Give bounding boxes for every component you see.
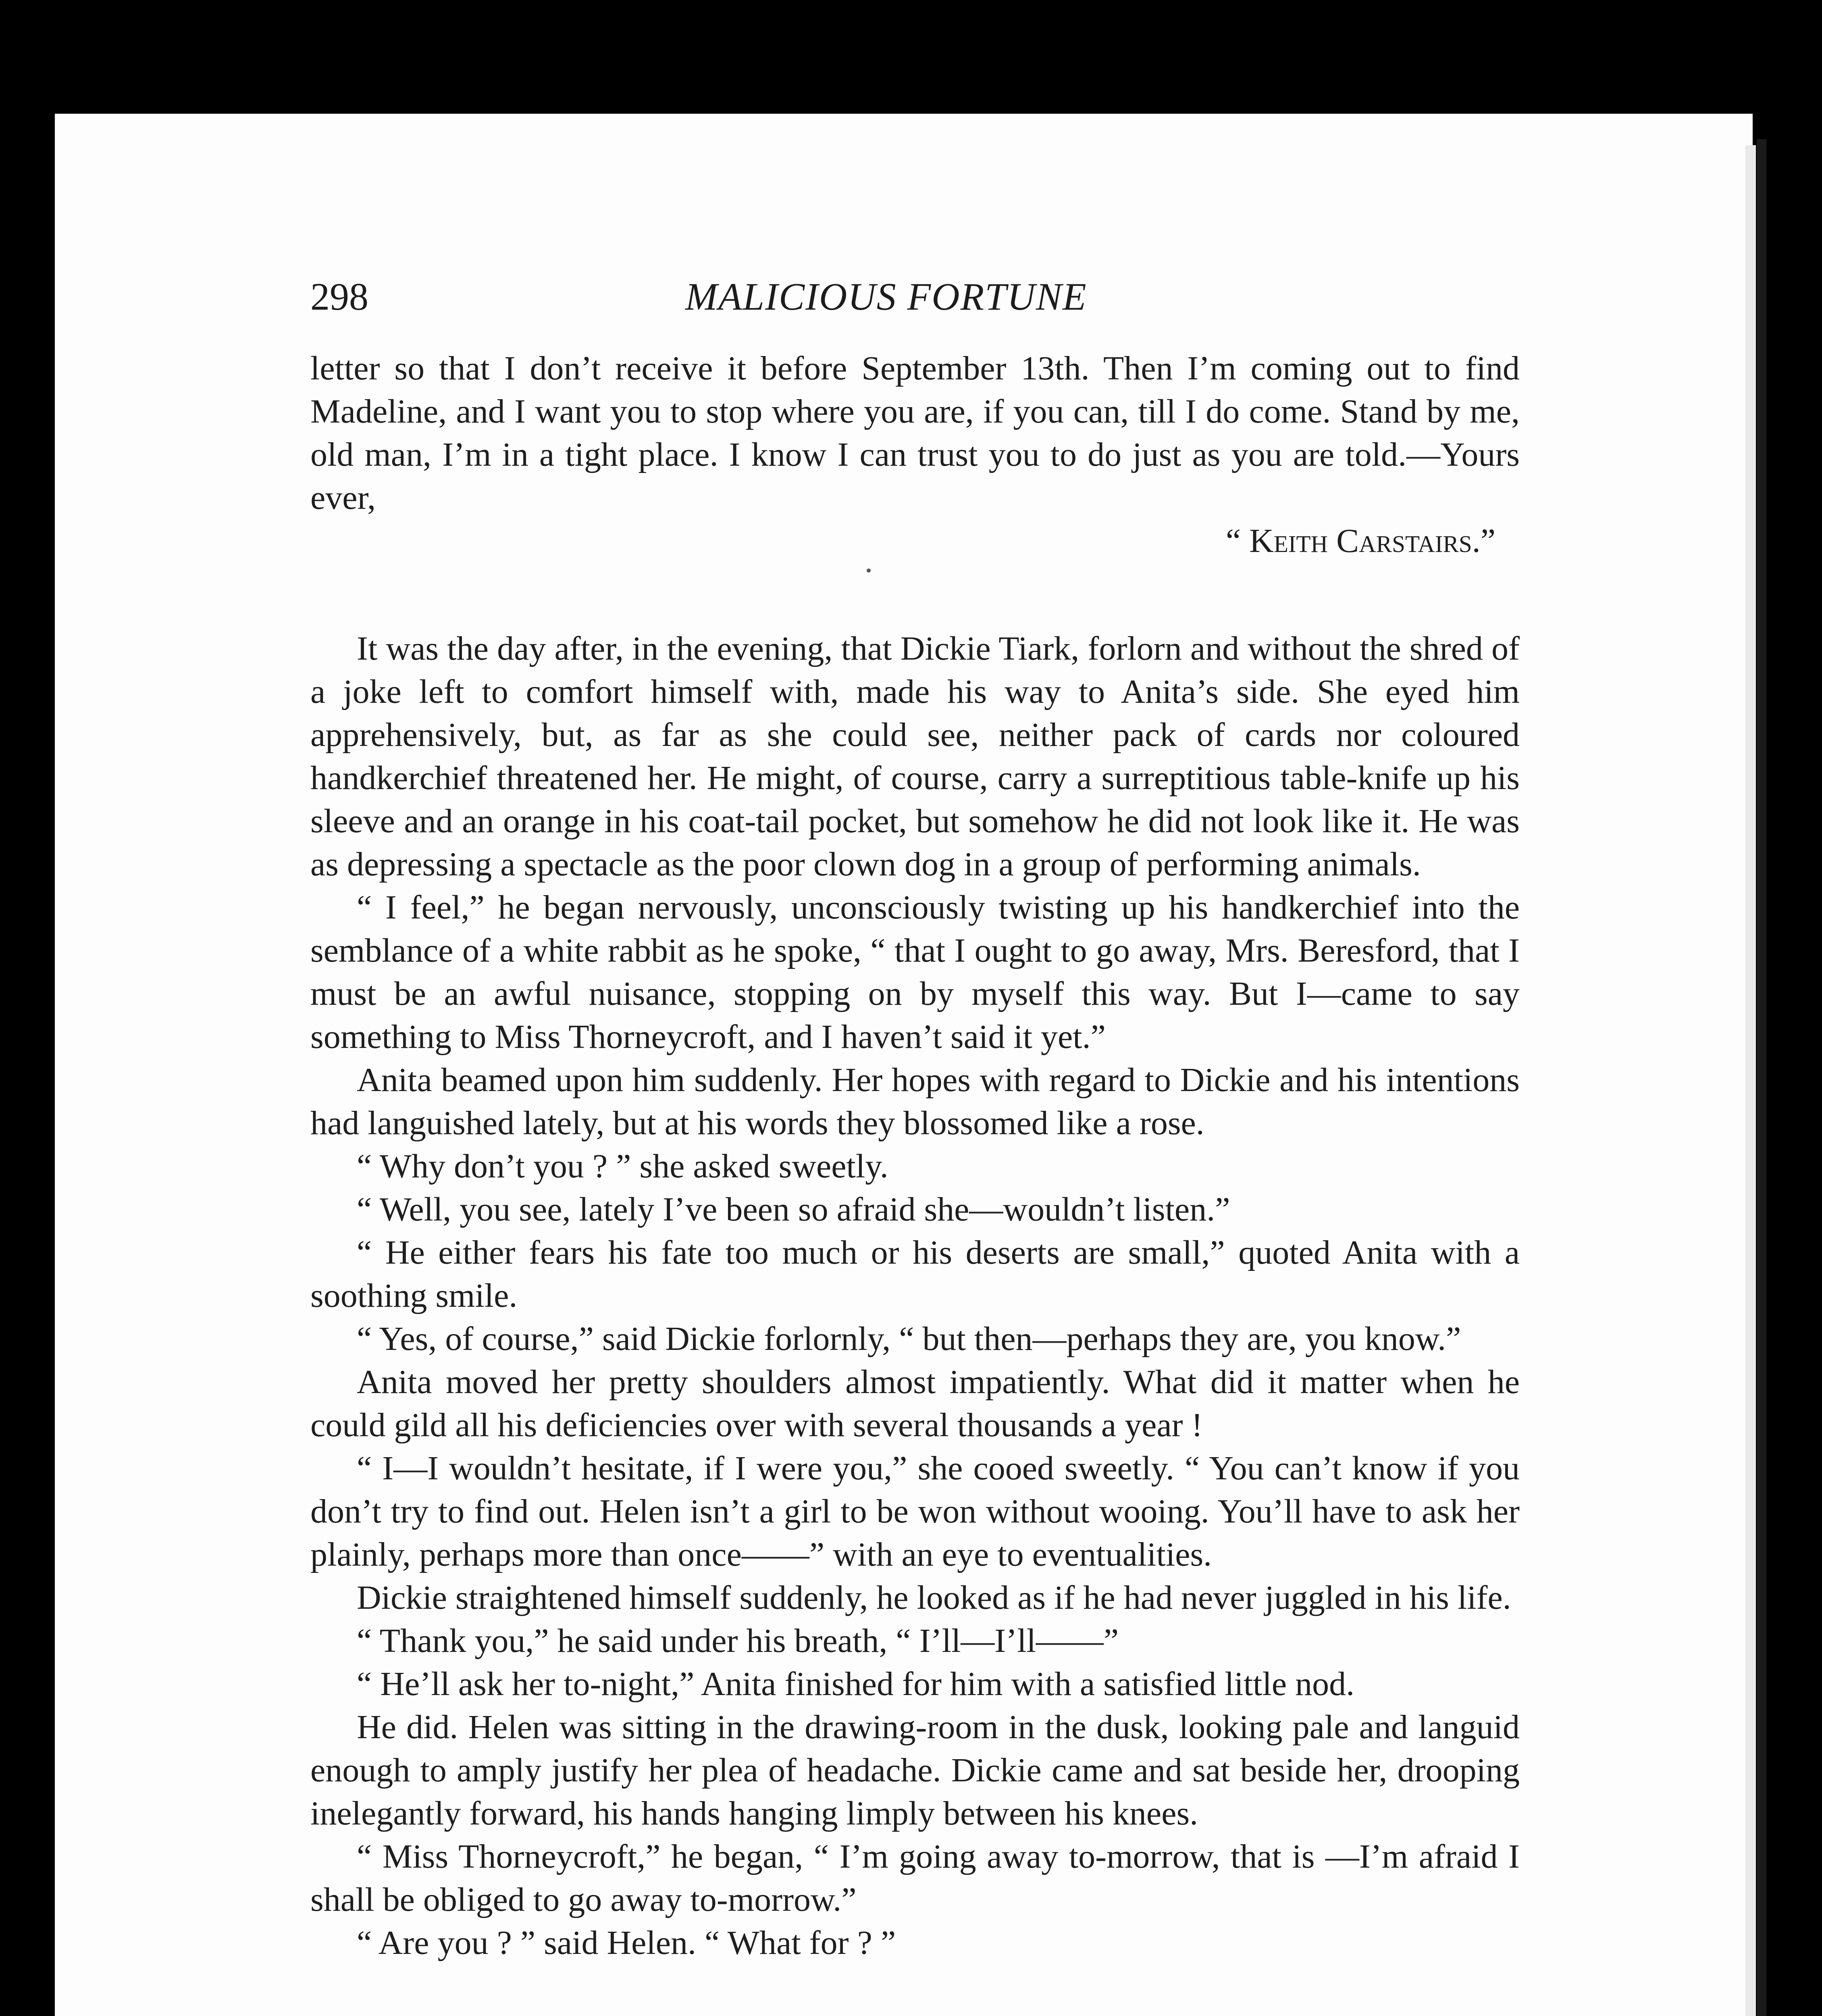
paragraph: “ Well, you see, lately I’ve been so afraid she—wouldn’t listen.”	[357, 1191, 1230, 1228]
paragraph: “ I—I wouldn’t hesitate, if I were you,” she cooed sweetly. “ You can’t know if you don’t try to find out. Helen isn’t a girl to be won without wooing. You’ll have to ask her plainly, perhaps more than once——” with an eye to eventualities.	[310, 1450, 1520, 1573]
section-break	[310, 562, 1520, 627]
paragraph: “ Are you ? ” said Helen. “ What for ? ”	[357, 1924, 896, 1962]
paragraph: Anita moved her pretty shoulders almost impatiently. What did it matter when he could gild all his deficiencies over with several thousands a year !	[310, 1363, 1520, 1444]
page-edge-shadow	[1745, 145, 1756, 2016]
paragraph: “ Why don’t you ? ” she asked sweetly.	[357, 1148, 888, 1185]
paragraph: “ He either fears his fate too much or his deserts are small,” quoted Anita with a soothing smile.	[310, 1234, 1520, 1314]
page-body	[310, 347, 1520, 1964]
signature-open-quote: “	[1225, 522, 1250, 560]
paragraph: Anita beamed upon him suddenly. Her hopes with regard to Dickie and his intentions had languished lately, but at his words they blossomed like a rose.	[310, 1061, 1520, 1142]
paragraph: It was the day after, in the evening, that Dickie Tiark, forlorn and without the shred of a joke left to comfort himself with, made his way to Anita’s side. She eyed him apprehensively, but, as far as she could see, neither pack of cards nor coloured handkerchief threatened her. He might, of course, carry a surreptitious table-knife up his sleeve and an orange in his coat-tail pocket, but somehow he did not look like it. He was as depressing a spectacle as the poor clown dog in a group of performing animals.	[310, 630, 1520, 883]
book-spine-edge	[1757, 139, 1766, 2016]
section-break-dot	[867, 569, 871, 573]
paragraph: “ He’ll ask her to-night,” Anita finished for him with a satisfied little nod.	[357, 1665, 1355, 1703]
paragraph: “ Yes, of course,” said Dickie forlornly, “ but then—perhaps they are, you know.”	[357, 1320, 1461, 1358]
signature-name: Keith Carstairs	[1249, 522, 1472, 560]
page-number: 298	[310, 275, 368, 318]
paragraph: “ Miss Thorneycroft,” he began, “ I’m going away to-morrow, that is —I’m afraid I shall be obliged to go away to-morrow.”	[310, 1838, 1520, 1918]
paragraph: He did. Helen was sitting in the drawing-room in the dusk, looking pale and languid enough to amply justify her plea of headache. Dickie came and sat beside her, drooping inelegantly forward, his hands hanging limply between his knees.	[310, 1708, 1520, 1832]
signature-close-quote: .”	[1472, 522, 1495, 560]
paragraph: “ Thank you,” he said under his breath, “ I’ll—I’ll——”	[357, 1622, 1119, 1660]
running-header	[310, 274, 1524, 335]
letter-signature	[310, 519, 1520, 562]
letter-closing-paragraph: letter so that I don’t receive it before September 13th. Then I’m coming out to find Madeline, and I want you to stop where you are, if you can, till I do come. Stand by me, old man, I’m in a tight place. I know I can trust you to do just as you are told.—Yours ever,	[310, 350, 1520, 516]
paragraph: Dickie straightened himself suddenly, he looked as if he had never juggled in his life.	[357, 1579, 1511, 1616]
running-title: MALICIOUS FORTUNE	[685, 275, 1087, 318]
paragraph: “ I feel,” he began nervously, unconsciously twisting up his handkerchief into the semblance of a white rabbit as he spoke, “ that I ought to go away, Mrs. Beresford, that I must be an awful nuisance, stopping on by myself this way. But I—came to say something to Miss Thorneycroft, and I haven’t said it yet.”	[310, 889, 1520, 1056]
